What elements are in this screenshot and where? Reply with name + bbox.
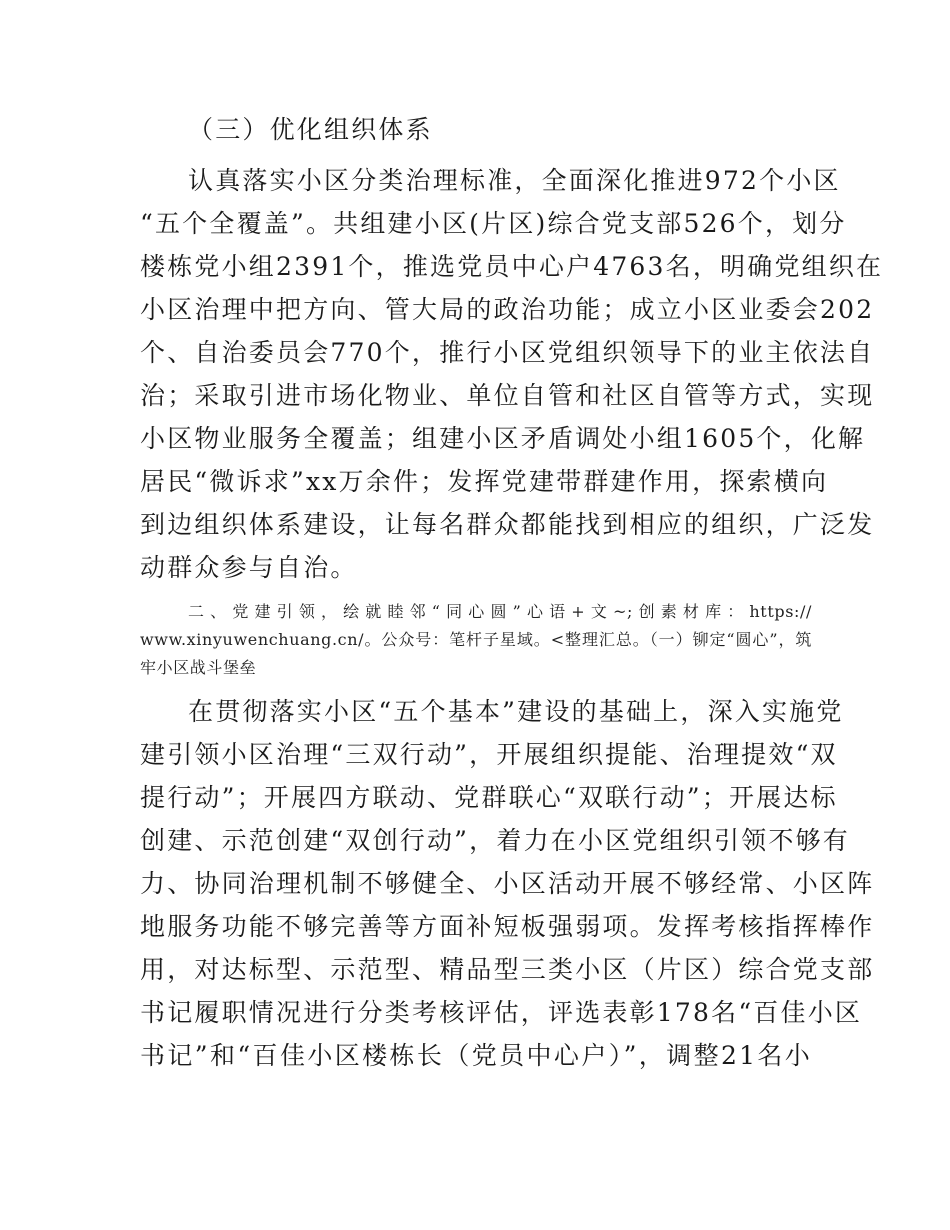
section-heading-optimize-organization: （三）优化组织体系 <box>188 115 433 144</box>
paragraph-line: 小区治理中把方向、管大局的政治功能；成立小区业委会202 <box>140 295 875 324</box>
paragraph-line: 到边组织体系建设，让每名群众都能找到相应的组织，广泛发 <box>140 510 875 539</box>
paragraph-line: 建引领小区治理“三双行动”，开展组织提能、治理提效“双 <box>140 740 838 769</box>
paragraph-line: 创建、示范创建“双创行动”，着力在小区党组织引领不够有 <box>140 826 850 855</box>
paragraph-line: 书记履职情况进行分类考核评估，评选表彰178名“百佳小区 <box>140 998 863 1027</box>
paragraph-line: 提行动”；开展四方联动、党群联心“双联行动”；开展达标 <box>140 783 838 812</box>
section-two-heading-line: www.xinyuwenchuang.cn/。公众号：笔杆子星域。<整理汇总。（一）铆定“圆心”，筑 <box>140 630 812 649</box>
paragraph-line: 力、协同治理机制不够健全、小区活动开展不够经常、小区阵 <box>140 869 875 898</box>
paragraph-line: 书记”和“百佳小区楼栋长（党员中心户）”，调整21名小 <box>140 1041 812 1070</box>
paragraph-line: 地服务功能不够完善等方面补短板强弱项。发挥考核指挥棒作 <box>140 912 875 941</box>
paragraph-line: 楼栋党小组2391个，推选党员中心户4763名，明确党组织在 <box>140 252 884 281</box>
section-two-heading-line: 牢小区战斗堡垒 <box>140 658 257 677</box>
paragraph-line: 治；采取引进市场化物业、单位自管和社区自管等方式，实现 <box>140 381 875 410</box>
paragraph-line: 动群众参与自治。 <box>140 553 358 582</box>
paragraph-line: 个、自治委员会770个，推行小区党组织领导下的业主依法自 <box>140 338 875 367</box>
paragraph-line: 小区物业服务全覆盖；组建小区矛盾调处小组1605个，化解 <box>140 424 866 453</box>
paragraph-line: “五个全覆盖”。共组建小区(片区)综合党支部526个，划分 <box>140 209 847 238</box>
paragraph-line: 认真落实小区分类治理标准，全面深化推进972个小区 <box>188 166 841 195</box>
paragraph-line: 用，对达标型、示范型、精品型三类小区（片区）综合党支部 <box>140 955 875 984</box>
paragraph-line: 居民“微诉求”xx万余件；发挥党建带群建作用，探索横向 <box>140 467 829 496</box>
paragraph-line: 在贯彻落实小区“五个基本”建设的基础上，深入实施党 <box>188 697 844 726</box>
section-two-heading-line: 二、党建引领，绘就睦邻“同心圆”心语+文~;创素材库：https:// <box>188 602 812 621</box>
